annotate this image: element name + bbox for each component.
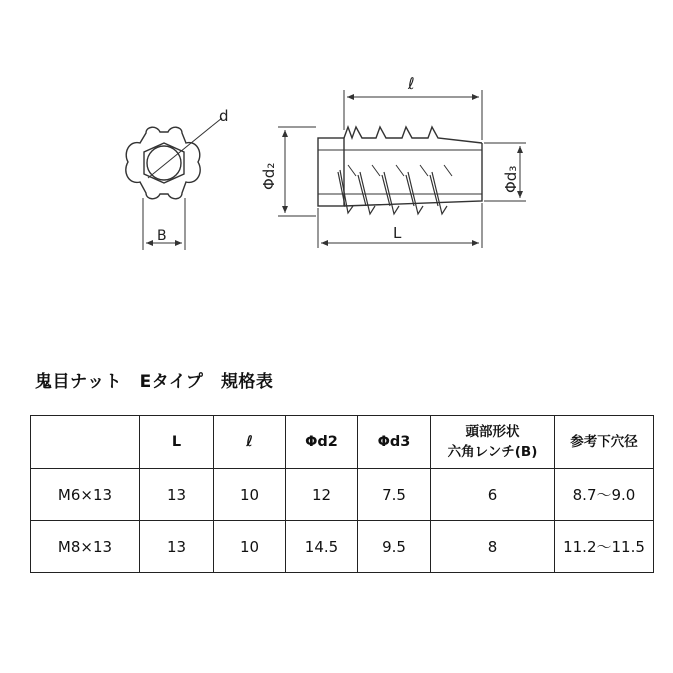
front-lobe-shape <box>126 127 200 199</box>
dim-d2-label: Φd₂ <box>260 162 278 190</box>
d2-cell: 12 <box>286 469 358 521</box>
spec-table-title: 鬼目ナット Eタイプ 規格表 <box>35 372 274 392</box>
header-cell-l: ℓ <box>214 416 286 469</box>
L-cell: 13 <box>140 521 214 573</box>
hex-wrench-cell: 6 <box>431 469 555 521</box>
table-row <box>31 469 654 521</box>
d2-cell: 14.5 <box>286 521 358 573</box>
d3-cell: 7.5 <box>358 469 431 521</box>
pilot-hole-cell: 8.7〜9.0 <box>555 469 654 521</box>
l-cell: 10 <box>214 469 286 521</box>
dim-L-label: L <box>393 224 402 242</box>
size-cell: M6×13 <box>31 469 140 521</box>
header-cell-d3: Φd3 <box>358 416 431 469</box>
side-view <box>278 90 526 248</box>
dim-B-label: B <box>157 228 167 244</box>
L-cell: 13 <box>140 469 214 521</box>
d3-cell: 9.5 <box>358 521 431 573</box>
l-cell: 10 <box>214 521 286 573</box>
front-view <box>126 118 222 250</box>
table-row <box>31 521 654 573</box>
header-cell-d2: Φd2 <box>286 416 358 469</box>
header-cell-pilot-hole: 参考下穴径 <box>555 416 654 469</box>
dim-d-label: d <box>219 107 229 125</box>
thread-spikes <box>338 165 452 214</box>
pilot-hole-cell: 11.2〜11.5 <box>555 521 654 573</box>
header-head-shape-line1: 頭部形状 <box>465 424 520 440</box>
size-cell: M8×13 <box>31 521 140 573</box>
spec-table <box>30 415 654 573</box>
table-header-row <box>31 416 654 469</box>
dim-d3-label: Φd₃ <box>502 165 520 193</box>
dim-l-label: ℓ <box>408 74 415 93</box>
nut-body-top <box>344 127 482 143</box>
header-cell-blank <box>31 416 140 469</box>
nut-body-bottom <box>344 143 482 206</box>
hex-wrench-cell: 8 <box>431 521 555 573</box>
header-cell-head-shape <box>431 416 555 469</box>
header-cell-L: L <box>140 416 214 469</box>
header-head-shape-line2: 六角レンチ(B) <box>447 444 538 460</box>
